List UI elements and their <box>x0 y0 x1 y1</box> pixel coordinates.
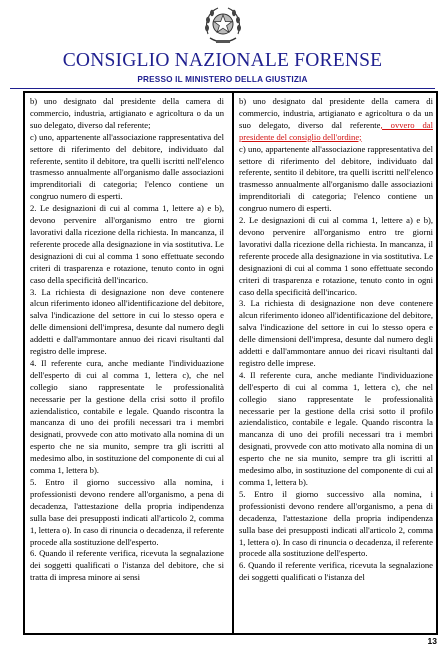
right-paragraph-text: b) uno designato dal presidente della camera di commercio, industria, artigianato e agricoltura o da un suo delegato, diverso dal referente <box>239 96 433 130</box>
left-paragraph: 3. La richiesta di designazione non deve contenere alcun riferimento idoneo all'identificazione del debitore, salva l'indicazione del settore in cui lo stesso opera e delle dimensioni dell'impresa, desunte dal numero degli addetti e dall'ammontare annuo dei ricavi risultanti dal registro delle imprese. <box>30 286 224 357</box>
header-rule <box>10 88 435 89</box>
right-paragraph: 5. Entro il giorno successivo alla nomina, i professionisti devono rendere all'organismo, a pena di decadenza, l'attestazione della propria indipendenza sulla base dei presupposti indicati all'articolo 2, comma 1, lettera o). In caso di rinuncia o decadenza, il referente procede alla sostituzione dell'esperto. <box>239 488 433 559</box>
right-paragraph: c) uno, appartenente all'associazione rappresentativa del settore di riferimento del debitore, individuato dal referente, sentito il debitore, tra quelli iscritti nell'elenco trasmesso annualmente all'organismo dalle associazioni imprenditoriali di categoria; l'elenco contiene un congruo numero di esperti. <box>239 143 433 214</box>
organization-name: CONSIGLIO NAZIONALE FORENSE <box>62 50 383 71</box>
left-paragraph: 5. Entro il giorno successivo alla nomina, i professionisti devono rendere all'organismo, a pena di decadenza, l'attestazione della propria indipendenza sulla base dei presupposti indicati all'articolo 2, comma 1, lettera o). In caso di rinuncia o decadenza, il referente procede alla sostituzione dell'esperto. <box>30 477 224 547</box>
right-paragraph: 6. Quando il referente verifica, ricevuta la segnalazione dei soggetti qualificati o l'istanza del <box>239 560 433 583</box>
column-divider <box>232 93 234 633</box>
left-paragraph: 2. Le designazioni di cui al comma 1, lettere a) e b), devono pervenire all'organismo entro tre giorni lavorativi dalla ricezione della richiesta. In mancanza, il referente procede alla designazione in via sostitutiva. Le designazioni di cui al comma 1 sono effettuate secondo criteri di trasparenza e rotazione, tenuto conto in ogni caso della specificità dell'incarico. <box>30 203 224 285</box>
left-paragraph: 6. Quando il referente verifica, ricevuta la segnalazione dei soggetti qualificati o l'istanza del debitore, che si tratta di impresa minore ai sensi <box>30 548 224 583</box>
left-paragraph: 4. Il referente cura, anche mediante l'individuazione dell'esperto di cui al comma 1, lettera c), che nel collegio siano rappresentate le professionalità necessarie per la gestione della crisi sotto il profilo aziendalistico, contabile e legale. Quando riscontra la mancanza di uno dei profili necessari tra i membri designati, provvede con atto motivato alla nomina di un esperto che ne sia munito, sempre tra gli iscritti al medesimo albo, in sostituzione del componente di cui al comma 1, lettera b). <box>30 357 224 476</box>
right-paragraph: 4. Il referente cura, anche mediante l'individuazione dell'esperto di cui al comma 1, lettera c), che nel collegio siano rappresentate le professionalità necessarie per la gestione della crisi sotto il profilo aziendalistico, contabile e legale. Quando riscontra la mancanza di uno dei profili necessari tra i membri designati, provvede con atto motivato alla nomina di un esperto che ne sia munito, sempre tra gli iscritti al medesimo albo, in sostituzione del componente di cui al comma 1, lettera b). <box>239 369 433 487</box>
comparison-table <box>23 91 438 635</box>
right-paragraph <box>239 96 433 144</box>
right-paragraph: 2. Le designazioni di cui al comma 1, lettere a) e b), devono pervenire all'organismo entro tre giorni lavorativi dalla ricezione della richiesta. In mancanza, il referente procede alla designazione in via sostitutiva. Le designazioni di cui al comma 1 sono effettuate secondo criteri di trasparenza e rotazione, tenuto conto in ogni caso della specificità dell'incarico. <box>239 215 433 297</box>
italian-republic-emblem-icon <box>202 4 244 48</box>
amended-text-column <box>239 96 433 634</box>
right-paragraph: 3. La richiesta di designazione non deve contenere alcun riferimento idoneo all'identificazione del debitore, salva l'indicazione del settore in cui lo stesso opera e delle dimensioni dell'impresa, desunte dal numero degli addetti e dall'ammontare annuo dei ricavi risultanti dal registro delle imprese. <box>239 298 433 368</box>
original-text-column <box>30 96 224 634</box>
amendment-insertion: , ovvero dal presidente del consiglio dell'ordine; <box>239 119 433 142</box>
left-paragraph: b) uno designato dal presidente della camera di commercio, industria, artigianato e agricoltura o da un suo delegato, diverso dal referente; <box>30 96 224 130</box>
organization-subtitle: PRESSO IL MINISTERO DELLA GIUSTIZIA <box>137 75 308 84</box>
page-number: 13 <box>427 636 437 646</box>
left-paragraph: c) uno, appartenente all'associazione rappresentativa del settore di riferimento del debitore, individuato dal referente, sentito il debitore, tra quelli iscritti nell'elenco trasmesso annualmente all'organismo dalle associazioni imprenditoriali di categoria; l'elenco contiene un congruo numero di esperti. <box>30 131 224 202</box>
